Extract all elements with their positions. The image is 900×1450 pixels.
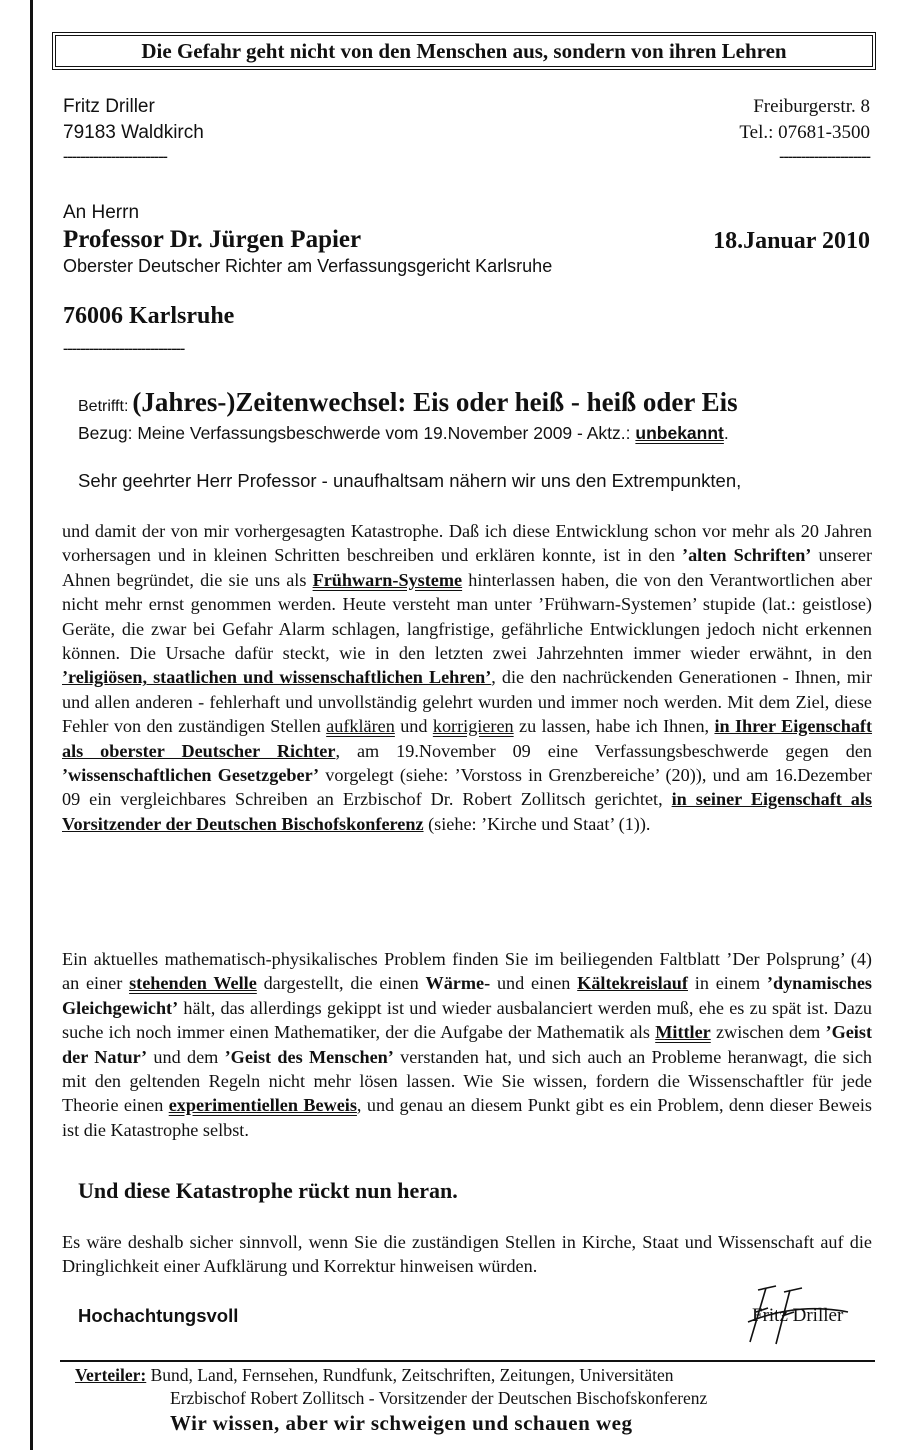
distribution-line-1 bbox=[75, 1365, 674, 1386]
recipient-salutation: An Herrn bbox=[63, 202, 140, 223]
emphasis-korrigieren: korrigieren bbox=[432, 716, 514, 737]
letter-date: 18.Januar 2010 bbox=[713, 228, 870, 254]
text-run: zwischen dem bbox=[710, 1022, 826, 1043]
subject-line bbox=[78, 387, 738, 418]
emphasis-mittler: Mittler bbox=[655, 1022, 711, 1043]
greeting: Sehr geehrter Herr Professor - unaufhaltsam nähern wir uns den Extrempunkten, bbox=[78, 470, 742, 491]
emphasis-fruehwarn: Frühwarn-Systeme bbox=[312, 569, 463, 590]
recipient-postal: 76006 Karlsruhe bbox=[63, 303, 235, 329]
sender-phone: Tel.: 07681-3500 bbox=[739, 122, 870, 143]
reference-prefix: Bezug: Meine Verfassungsbeschwerde vom 19.November 2009 - Aktz.: bbox=[78, 423, 636, 443]
subject-label: Betrifft: bbox=[78, 398, 129, 415]
text-run: verstanden hat, und sich auch an Probleme heranwagt, die sich mit den geltenden Regeln nicht mehr lösen lassen. Wie Sie wissen, fordern die Wissenschaftler für jede Theorie einen bbox=[62, 1046, 872, 1116]
emphasis-gesetzgeber: ’wissenschaftlichen Gesetzgeber’ bbox=[62, 765, 320, 786]
text-run: hinterlassen haben, die von den Verantwortlichen aber nicht mehr ernst genommen werden. Heute versteht man unter ’Frühwarn-Systemen’ stupide (lat.: geistlose) Geräte, die zwar bei Gefahr Alarm schlagen, langfristige, gefährliche Entwicklungen jedoch nicht erkennen können. Die Ursache dafür steckt, wie in den letzten zwei Jahrzehnten immer wieder erwähnt, in den bbox=[62, 569, 872, 664]
emphasis-alte-schriften: ’alten Schriften’ bbox=[682, 545, 812, 566]
footer-rule bbox=[60, 1360, 875, 1362]
reference-end: . bbox=[723, 423, 729, 443]
footer-slogan: Wir wissen, aber wir schweigen und schauen weg bbox=[170, 1411, 633, 1435]
emphasis-gleichgewicht: ’dynamisches Gleichgewicht’ bbox=[62, 973, 873, 1018]
reference-value: unbekannt bbox=[635, 423, 724, 443]
emphasis-waerme: Wärme- bbox=[425, 973, 491, 994]
recipient-role: Oberster Deutscher Richter am Verfassungsgericht Karlsruhe bbox=[63, 256, 553, 276]
sender-street: Freiburgerstr. 8 bbox=[753, 96, 870, 117]
text-run: unserer Ahnen begründet, die sie uns als bbox=[62, 545, 872, 590]
sender-city: 79183 Waldkirch bbox=[63, 122, 204, 143]
text-run: hält, das allerdings gekippt ist und wieder ausbalanciert werden muß, ehe es zu spät ist. Dazu suche ich noch immer einen Mathematiker, der die Aufgabe der Mathematik als bbox=[62, 997, 872, 1043]
paragraph-3: Es wäre deshalb sicher sinnvoll, wenn Sie die zuständigen Stellen in Kirche, Staat und Wissenschaft auf die Dringlichkeit einer Aufklärung und Korrektur hinweisen würden. bbox=[62, 1232, 872, 1277]
text-run: , am 19.November 09 eine Verfassungsbeschwerde gegen den bbox=[335, 740, 872, 761]
motto-banner: Die Gefahr geht nicht von den Menschen aus, sondern von ihren Lehren bbox=[55, 35, 873, 67]
text-run: Ein aktuelles mathematisch-physikalisches Problem finden Sie im beiliegenden Faltblatt ’Der Polsprung’ (4) an einer bbox=[62, 949, 872, 994]
recipient-name: Professor Dr. Jürgen Papier bbox=[63, 226, 362, 253]
paragraph-1 bbox=[62, 519, 872, 836]
text-run: (siehe: ’Kirche und Staat’ (1)). bbox=[423, 813, 651, 834]
emphasis-beweis: experimentiellen Beweis bbox=[168, 1095, 357, 1116]
sender-divider-right: --------------------- bbox=[779, 148, 870, 165]
emphasis-stehende-welle: stehenden Welle bbox=[129, 973, 257, 994]
emphasis-lehren: ’religiösen, staatlichen und wissenschaftlichen Lehren’ bbox=[62, 667, 492, 688]
emphasis-eigenschaft-richter: in Ihrer Eigenschaft als oberster Deutscher Richter bbox=[62, 716, 873, 761]
text-run: und damit der von mir vorhergesagten Katastrophe. Daß ich diese Entwicklung schon vor mehr als 20 Jahren vorhersagen und in kleinen Schritten beschreiben und erklären konnte, ist in den bbox=[62, 521, 872, 566]
emphasis-eigenschaft-vorsitzender: in seiner Eigenschaft als Vorsitzender der Deutschen Bischofskonferenz bbox=[62, 789, 873, 834]
text-run: und einen bbox=[490, 973, 578, 994]
emphasis-kaeltekreislauf: Kältekreislauf bbox=[577, 973, 688, 994]
emphasis-aufklaeren: aufklären bbox=[326, 716, 395, 737]
text-run: zu lassen, habe ich Ihnen, bbox=[513, 716, 715, 737]
distribution-label: Verteiler: bbox=[75, 1365, 147, 1385]
text-run: in einem bbox=[687, 973, 767, 994]
distribution-text-1: Bund, Land, Fernsehen, Rundfunk, Zeitschriften, Zeitungen, Universitäten bbox=[150, 1365, 674, 1385]
emphasis-geist-natur: ’Geist der Natur’ bbox=[62, 1022, 872, 1067]
text-run: , die den nachrückenden Generationen - Ihnen, mir und allen anderen - fehlerhaft und unvollständig gelehrt wurden und immer noch werden. Mit dem Ziel, diese Fehler von den zuständigen Stellen bbox=[62, 667, 872, 737]
reference-line bbox=[78, 423, 729, 444]
text-run: dargestellt, die einen bbox=[256, 973, 426, 994]
text-run: vorgelegt (siehe: ’Vorstoss in Grenzbereiche’ (20)), und am 16.Dezember 09 ein vergleichbares Schreiben an Erzbischof Dr. Robert Zollitsch gerichtet, bbox=[62, 765, 872, 810]
left-border-line bbox=[30, 0, 33, 1450]
sender-name: Fritz Driller bbox=[63, 96, 155, 117]
paragraph-2 bbox=[62, 947, 872, 1142]
subject-text: (Jahres-)Zeitenwechsel: Eis oder heiß - heiß oder Eis bbox=[132, 387, 738, 417]
emphasis-line: Und diese Katastrophe rückt nun heran. bbox=[78, 1178, 458, 1203]
text-run: , und genau an diesem Punkt gibt es ein Problem, denn dieser Beweis ist die Katastrophe selbst. bbox=[62, 1095, 872, 1140]
text-run: und bbox=[394, 716, 433, 737]
sender-divider: ------------------------ bbox=[63, 148, 167, 165]
recipient-divider: ---------------------------- bbox=[63, 340, 185, 357]
closing: Hochachtungsvoll bbox=[78, 1305, 239, 1326]
text-run: und dem bbox=[147, 1046, 225, 1067]
signature-name: Fritz Driller bbox=[752, 1305, 844, 1326]
emphasis-geist-menschen: ’Geist des Menschen’ bbox=[224, 1046, 394, 1067]
distribution-line-2: Erzbischof Robert Zollitsch - Vorsitzender der Deutschen Bischofskonferenz bbox=[170, 1388, 708, 1408]
